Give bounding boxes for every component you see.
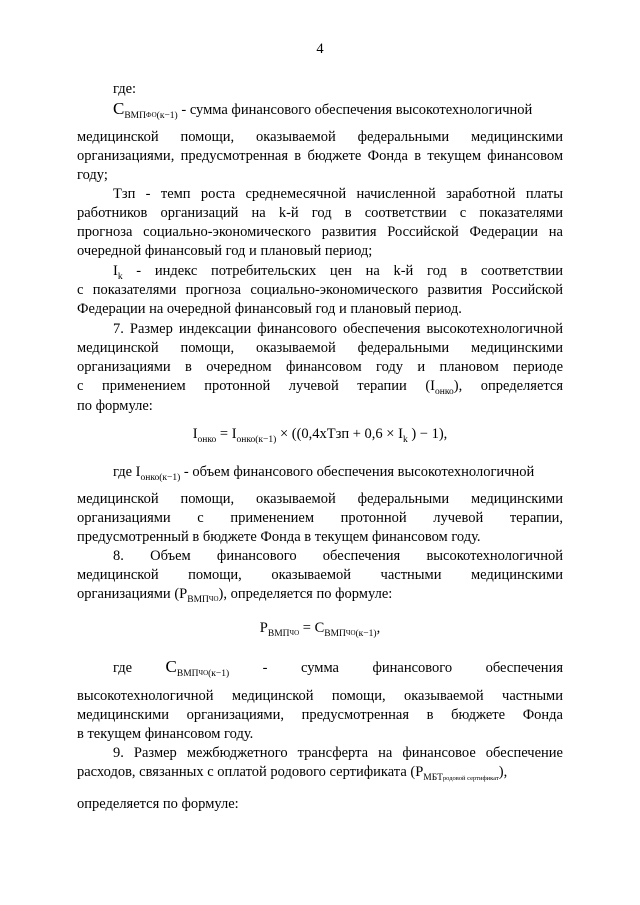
- subscript: ВМП: [176, 669, 199, 679]
- symbol-c: С: [165, 657, 177, 676]
- text-line: предусмотренный в бюджете Фонда в текущем финансовом году.: [77, 529, 481, 545]
- text-line: в текущем финансовом году.: [77, 726, 254, 742]
- text-line: году;: [77, 167, 108, 183]
- text-line: организациями в очередном финансовом году и плановом периоде: [77, 359, 563, 375]
- text-line: [77, 744, 563, 762]
- text-line: медицинской помощи, оказываемой федеральными медицинскими: [77, 340, 563, 356]
- text-span: 8. Объем финансового обеспечения высокотехнологичной: [113, 548, 563, 564]
- text-span: - сумма финансового обеспечения высокотехнологичной: [177, 102, 533, 118]
- symbol-i: I: [192, 426, 198, 442]
- text-span: ),: [498, 764, 508, 780]
- text-span: ), определяется: [453, 378, 564, 394]
- formula-onco: [0, 426, 640, 445]
- text-line: [77, 763, 563, 788]
- subscript: (к−1): [208, 669, 230, 679]
- text-line: [77, 100, 563, 125]
- text-span: расходов, связанных с оплатой родового сертификата (: [77, 764, 416, 780]
- text-span: где:: [113, 81, 137, 97]
- symbol-p: Р: [415, 764, 424, 780]
- symbol-i: I: [430, 378, 436, 394]
- subscript: онко(к−1): [236, 435, 277, 445]
- text-line: медицинской помощи, оказываемой частными медицинскими: [77, 567, 563, 583]
- text-line: [77, 80, 563, 98]
- formula-text: = С: [299, 620, 325, 636]
- formula-text: ) − 1),: [407, 426, 448, 442]
- symbol-i: I: [135, 464, 141, 480]
- subscript: МБТ: [423, 773, 443, 783]
- text-line: организациями, предусмотренная в бюджете Фонда в текущем финансовом: [77, 148, 563, 164]
- subscript: (к−1): [156, 111, 178, 121]
- subscript: ВМП: [124, 111, 146, 121]
- text-span: Тзп - темп роста среднемесячной начисленной заработной платы: [113, 186, 563, 202]
- subscript: ЧО: [198, 669, 209, 677]
- text-span: - сумма финансового обеспечения: [229, 660, 563, 676]
- subscript: онко: [435, 387, 454, 397]
- text-line: определяется по формуле:: [77, 796, 239, 812]
- text-span: организациями (: [77, 586, 180, 602]
- subscript: k: [402, 435, 408, 445]
- text-span: - объем финансового обеспечения высокотехнологичной: [180, 464, 535, 480]
- subscript: онко(к−1): [140, 473, 181, 483]
- symbol-p: Р: [259, 620, 268, 636]
- subscript: ЧО: [345, 629, 356, 637]
- text-span: ), определяется по формуле:: [218, 586, 393, 602]
- subscript: (к−1): [355, 629, 377, 639]
- text-line: [77, 658, 563, 683]
- subscript: ЧО: [208, 595, 219, 603]
- formula-text: = I: [216, 426, 237, 442]
- subscript: ВМП: [187, 595, 209, 605]
- text-line: прогноза социально-экономического развития Российской Федерации на: [77, 224, 563, 240]
- text-line: организациями с применением протонной лучевой терапии,: [77, 510, 563, 526]
- text-line: по формуле:: [77, 398, 153, 414]
- symbol-p: Р: [179, 586, 188, 602]
- text-span: с применением протонной лучевой терапии (: [77, 378, 431, 394]
- text-line: высокотехнологичной медицинской помощи, оказываемой частными: [77, 688, 563, 704]
- formula-vmp: [0, 620, 640, 639]
- subscript: ЧО: [289, 629, 300, 637]
- symbol-c: С: [113, 99, 125, 118]
- subscript: ФО: [146, 111, 157, 119]
- text-span: 9. Размер межбюджетного трансферта на финансовое обеспечение: [113, 745, 563, 761]
- symbol-i: I: [113, 263, 118, 279]
- subscript: k: [117, 272, 123, 282]
- text-span: где: [113, 660, 166, 676]
- text-line: с показателями прогноза социально-экономического развития Российской: [77, 282, 563, 298]
- text-line: медицинской помощи, оказываемой федеральными медицинскими: [77, 491, 563, 507]
- text-line: [77, 463, 563, 487]
- subscript: ВМП: [324, 629, 346, 639]
- page-number: 4: [316, 41, 324, 57]
- text-span: 7. Размер индексации финансового обеспечения высокотехнологичной: [113, 321, 563, 337]
- text-line: [77, 547, 563, 565]
- text-line: [77, 585, 563, 609]
- text-line: работников организаций на k-й год в соответствии с показателями: [77, 205, 563, 221]
- subscript: ВМП: [267, 629, 290, 639]
- text-line: медицинскими организациями, предусмотренная в бюджете Фонда: [77, 707, 563, 723]
- text-span: - индекс потребительских цен на k-й год в соответствии: [122, 263, 563, 279]
- text-line: Федерации на очередной финансовый год и плановый период.: [77, 301, 462, 317]
- subscript: онко: [197, 435, 217, 445]
- text-line: медицинской помощи, оказываемой федеральными медицинскими: [77, 129, 563, 145]
- subscript: родовой сертификат: [442, 775, 499, 782]
- text-line: очередной финансовый год и плановый период;: [77, 243, 373, 259]
- formula-text: × ((0,4хТзп + 0,6 × I: [276, 426, 403, 442]
- text-line: [77, 320, 563, 338]
- text-span: где: [113, 464, 136, 480]
- text-line: [77, 185, 563, 203]
- formula-text: ,: [376, 620, 381, 636]
